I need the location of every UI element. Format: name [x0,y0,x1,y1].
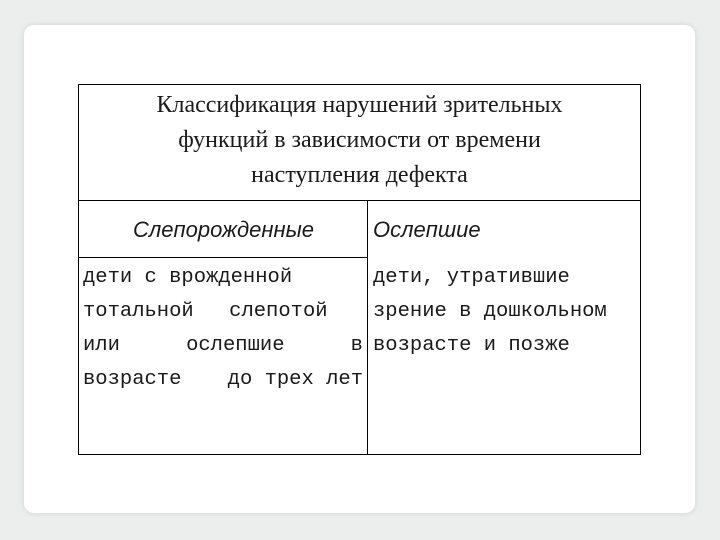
right-body-line-3: возрасте и позже [373,334,570,357]
left-column-body [83,261,363,397]
left-body-line-4 [83,363,363,397]
title-line-2: функций в зависимости от времени [178,127,541,153]
title-line-1: Классификация нарушений зрительных [156,92,563,118]
right-body-line-2: зрение в дошкольном [373,300,607,323]
left-body-word: возрасте [83,368,182,391]
left-body-word: до трех лет [227,368,363,391]
left-body-word: тотальной [83,300,194,323]
right-column-body [373,261,638,363]
classification-table [78,84,641,455]
left-body-line-1: дети с врожденной [83,266,293,289]
right-column-header: Ослепшие [373,217,481,242]
left-body-line-3 [83,329,363,363]
left-body-word: слепотой [229,300,328,323]
left-body-word: в [350,334,363,357]
left-body-word: или [83,334,120,357]
left-body-line-2 [83,295,363,329]
right-body-line-1: дети, утратившие [373,266,570,289]
title-line-3: наступления дефекта [251,162,468,188]
column-divider [367,201,368,454]
left-header-divider [79,257,367,258]
left-column-header: Слепорожденные [133,217,315,242]
table-title-cell [79,85,640,201]
left-body-word: ослепшие [186,334,285,357]
